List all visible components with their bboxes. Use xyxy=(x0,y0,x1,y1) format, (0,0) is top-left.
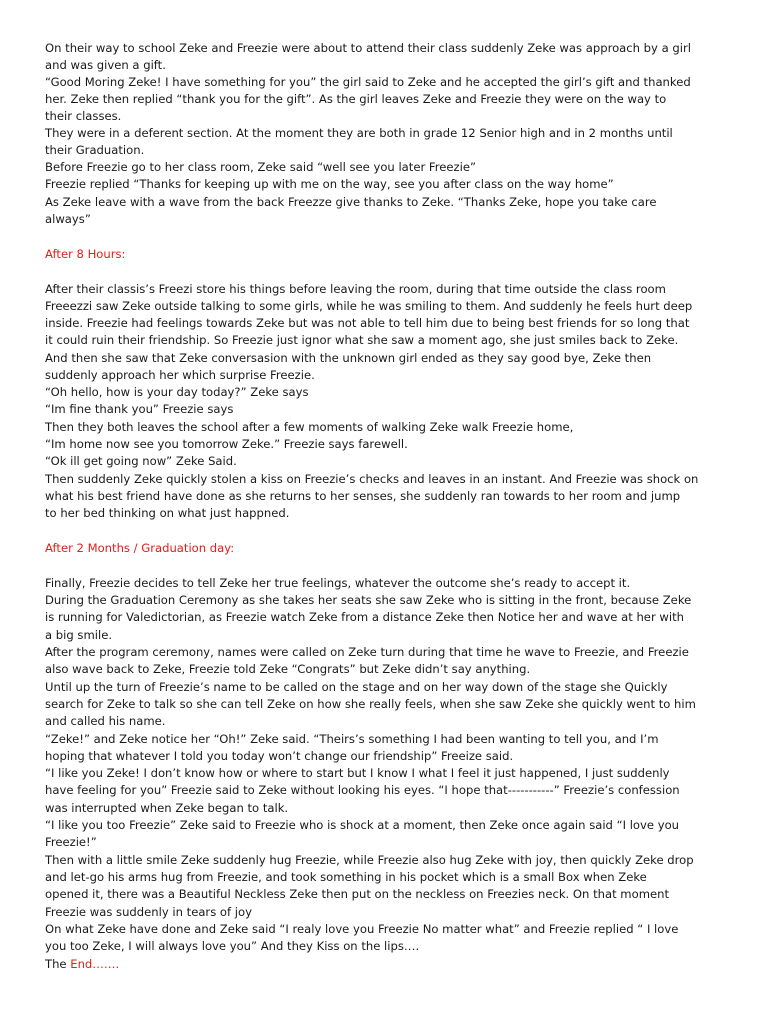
ending-line xyxy=(45,956,119,973)
text-line: Then they both leaves the school after a few moments of walking Zeke walk Freezie home, xyxy=(45,420,574,434)
text-line: And then she saw that Zeke conversasion with the unknown girl ended as they say good bye, Zeke then xyxy=(45,351,652,365)
text-line: her. Zeke then replied “thank you for the gift”. As the girl leaves Zeke and Freezie they were on the way to xyxy=(45,92,667,106)
text-line: and called his name. xyxy=(45,714,166,728)
text-line: “Good Moring Zeke! I have something for you” the girl said to Zeke and he accepted the girl’s gift and thanked xyxy=(45,75,691,89)
text-line: On their way to school Zeke and Freezie were about to attend their class suddenly Zeke was approach by a girl xyxy=(45,41,691,55)
text-line: was interrupted when Zeke began to talk. xyxy=(45,801,289,815)
text-line: also wave back to Zeke, Freezie told Zeke “Congrats” but Zeke didn’t say anything. xyxy=(45,662,531,676)
text-line: you too Zeke, I will always love you” And they Kiss on the lips…. xyxy=(45,939,420,953)
text-line: and was given a gift. xyxy=(45,58,166,72)
text-line: On what Zeke have done and Zeke said “I realy love you Freezie No matter what” and Freezie replied “ I love xyxy=(45,922,679,936)
text-line: As Zeke leave with a wave from the back Freezze give thanks to Zeke. “Thanks Zeke, hope you take care xyxy=(45,195,657,209)
text-line: Freezie was suddenly in tears of joy xyxy=(45,905,252,919)
text-line: suddenly approach her which surprise Freezie. xyxy=(45,368,315,382)
text-line: inside. Freezie had feelings towards Zeke but was not able to tell him due to being best friends for so long that xyxy=(45,316,690,330)
section-heading-after-8-hours: After 8 Hours: xyxy=(45,247,126,261)
section-heading-graduation-day: After 2 Months / Graduation day: xyxy=(45,541,235,555)
text-line: their Graduation. xyxy=(45,143,145,157)
text-line: “Zeke!” and Zeke notice her “Oh!” Zeke said. “Theirs’s something I had been wanting to tell you, and I’m xyxy=(45,732,659,746)
text-line: their classes. xyxy=(45,109,122,123)
text-line: After the program ceremony, names were called on Zeke turn during that time he wave to Freezie, and Freezie xyxy=(45,645,689,659)
text-line: “Im fine thank you” Freezie says xyxy=(45,402,234,416)
text-line: Then with a little smile Zeke suddenly hug Freezie, while Freezie also hug Zeke with joy, then quickly Zeke drop xyxy=(45,853,694,867)
ending-prefix: The xyxy=(45,957,71,971)
text-line: always” xyxy=(45,212,91,226)
text-line: Until up the turn of Freezie’s name to be called on the stage and on her way down of the stage she Quickly xyxy=(45,680,668,694)
text-line: They were in a deferent section. At the moment they are both in grade 12 Senior high and in 2 months until xyxy=(45,126,673,140)
text-line: Before Freezie go to her class room, Zeke said “well see you later Freezie” xyxy=(45,160,476,174)
text-line: Freezie!” xyxy=(45,835,97,849)
text-line: to her bed thinking on what just happned. xyxy=(45,506,290,520)
text-line: a big smile. xyxy=(45,628,113,642)
text-line: “I like you too Freezie” Zeke said to Freezie who is shock at a moment, then Zeke once again said “I love you xyxy=(45,818,680,832)
text-line: and let-go his arms hug from Freezie, and took something in his pocket which is a small Box when Zeke xyxy=(45,870,647,884)
text-line: Finally, Freezie decides to tell Zeke her true feelings, whatever the outcome she’s ready to accept it. xyxy=(45,576,631,590)
text-line: it could ruin their friendship. So Freezie just ignor what she saw a moment ago, she just smiles back to Zeke. xyxy=(45,333,679,347)
text-line: is running for Valedictorian, as Freezie watch Zeke from a distance Zeke then Notice her and wave at her with xyxy=(45,610,684,624)
text-line: “Oh hello, how is your day today?” Zeke says xyxy=(45,385,309,399)
text-line: what his best friend have done as she returns to her senses, she suddenly ran towards to her room and jump xyxy=(45,489,681,503)
text-line: During the Graduation Ceremony as she takes her seats she saw Zeke who is sitting in the front, because Zeke xyxy=(45,593,692,607)
text-line: Freezie replied “Thanks for keeping up with me on the way, see you after class on the way home” xyxy=(45,177,614,191)
text-line: Freeezzi saw Zeke outside talking to some girls, while he was smiling to them. And suddenly he feels hurt deep xyxy=(45,299,693,313)
text-line: Then suddenly Zeke quickly stolen a kiss on Freezie’s checks and leaves in an instant. And Freezie was shock on xyxy=(45,472,699,486)
text-line: have feeling for you” Freezie said to Zeke without looking his eyes. “I hope that-----------” Freezie’s confession xyxy=(45,783,680,797)
text-line: “I like you Zeke! I don’t know how or where to start but I know I what I feel it just happened, I just suddenly xyxy=(45,766,670,780)
text-line: “Ok ill get going now” Zeke Said. xyxy=(45,454,237,468)
text-line: search for Zeke to talk so she can tell Zeke on how she really feels, when she saw Zeke she quickly went to him xyxy=(45,697,696,711)
ending-word: End……. xyxy=(70,957,120,971)
text-line: opened it, there was a Beautiful Neckless Zeke then put on the neckless on Freezies neck. On that moment xyxy=(45,887,670,901)
text-line: hoping that whatever I told you today won’t change our friendship” Freeize said. xyxy=(45,749,514,763)
text-line: “Im home now see you tomorrow Zeke.” Freezie says farewell. xyxy=(45,437,408,451)
text-line: After their classis’s Freezi store his things before leaving the room, during that time outside the class room xyxy=(45,282,666,296)
